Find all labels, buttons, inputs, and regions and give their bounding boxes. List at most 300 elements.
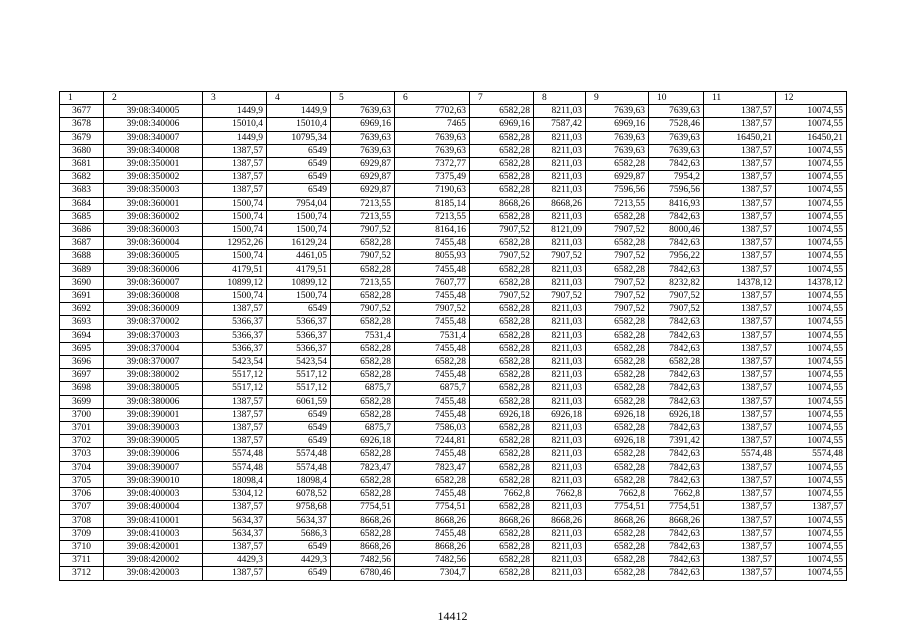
value-cell: 6582,28 — [470, 303, 534, 316]
column-header-5: 5 — [331, 92, 395, 105]
value-cell: 6929,87 — [331, 184, 395, 197]
value-cell: 6582,28 — [470, 316, 534, 329]
value-cell: 6875,7 — [395, 382, 470, 395]
value-cell: 6582,28 — [586, 527, 649, 540]
value-cell: 6929,87 — [586, 171, 649, 184]
value-cell: 10074,55 — [776, 237, 847, 250]
table-row — [60, 276, 847, 289]
table-row — [60, 263, 847, 276]
value-cell: 10074,55 — [776, 210, 847, 223]
column-header-3: 3 — [203, 92, 267, 105]
value-cell: 7907,52 — [331, 303, 395, 316]
value-cell: 7823,47 — [395, 461, 470, 474]
cadastral-code-cell: 39:08:400003 — [104, 488, 203, 501]
table-row — [60, 184, 847, 197]
value-cell: 10074,55 — [776, 144, 847, 157]
row-number-cell: 3697 — [60, 369, 104, 382]
value-cell: 6969,16 — [331, 118, 395, 131]
value-cell: 7842,63 — [649, 422, 704, 435]
value-cell: 1387,57 — [203, 408, 267, 421]
value-cell: 6875,7 — [331, 422, 395, 435]
value-cell: 7391,42 — [649, 435, 704, 448]
value-cell: 8668,26 — [534, 197, 586, 210]
value-cell: 7907,52 — [470, 290, 534, 303]
cadastral-code-cell: 39:08:390003 — [104, 422, 203, 435]
table-row — [60, 448, 847, 461]
value-cell: 10074,55 — [776, 224, 847, 237]
value-cell: 6549 — [267, 567, 331, 580]
value-cell: 7842,63 — [649, 527, 704, 540]
value-cell: 6582,28 — [586, 158, 649, 171]
value-cell: 1387,57 — [203, 171, 267, 184]
value-cell: 7907,52 — [649, 303, 704, 316]
value-cell: 1387,57 — [704, 184, 776, 197]
value-cell: 6929,87 — [331, 171, 395, 184]
value-cell: 8668,26 — [534, 514, 586, 527]
cadastral-code-cell: 39:08:360007 — [104, 276, 203, 289]
value-cell: 1387,57 — [704, 118, 776, 131]
value-cell: 6582,28 — [331, 263, 395, 276]
value-cell: 8211,03 — [534, 237, 586, 250]
value-cell: 7754,51 — [586, 501, 649, 514]
cadastral-code-cell: 39:08:390007 — [104, 461, 203, 474]
value-cell: 1449,9 — [203, 131, 267, 144]
value-cell: 6926,18 — [586, 435, 649, 448]
cadastral-code-cell: 39:08:340006 — [104, 118, 203, 131]
cadastral-code-cell: 39:08:360008 — [104, 290, 203, 303]
value-cell: 5634,37 — [267, 514, 331, 527]
value-cell: 7907,52 — [331, 250, 395, 263]
value-cell: 8211,03 — [534, 171, 586, 184]
value-cell: 10074,55 — [776, 567, 847, 580]
value-cell: 8668,26 — [331, 540, 395, 553]
value-cell: 6929,87 — [331, 158, 395, 171]
column-header-8: 8 — [534, 92, 586, 105]
value-cell: 8668,26 — [470, 197, 534, 210]
value-cell: 10074,55 — [776, 250, 847, 263]
value-cell: 6582,28 — [586, 369, 649, 382]
value-cell: 7842,63 — [649, 540, 704, 553]
table-row — [60, 303, 847, 316]
value-cell: 7662,8 — [534, 488, 586, 501]
value-cell: 7907,52 — [534, 290, 586, 303]
value-cell: 10074,55 — [776, 540, 847, 553]
row-number-cell: 3683 — [60, 184, 104, 197]
value-cell: 6078,52 — [267, 488, 331, 501]
cadastral-code-cell: 39:08:360009 — [104, 303, 203, 316]
value-cell: 8211,03 — [534, 448, 586, 461]
value-cell: 6582,28 — [331, 356, 395, 369]
cadastral-code-cell: 39:08:350001 — [104, 158, 203, 171]
row-number-cell: 3705 — [60, 474, 104, 487]
value-cell: 6582,28 — [470, 540, 534, 553]
cadastral-code-cell: 39:08:380005 — [104, 382, 203, 395]
value-cell: 7842,63 — [649, 316, 704, 329]
value-cell: 1449,9 — [267, 105, 331, 118]
table-row — [60, 461, 847, 474]
value-cell: 6780,46 — [331, 567, 395, 580]
value-cell: 6549 — [267, 435, 331, 448]
value-cell: 7842,63 — [649, 237, 704, 250]
value-cell: 8211,03 — [534, 276, 586, 289]
value-cell: 8185,14 — [395, 197, 470, 210]
value-cell: 16129,24 — [267, 237, 331, 250]
row-number-cell: 3679 — [60, 131, 104, 144]
value-cell: 6582,28 — [331, 342, 395, 355]
value-cell: 10074,55 — [776, 369, 847, 382]
value-cell: 6582,28 — [470, 276, 534, 289]
table-row — [60, 554, 847, 567]
value-cell: 15010,4 — [203, 118, 267, 131]
value-cell: 6582,28 — [470, 461, 534, 474]
value-cell: 7639,63 — [395, 131, 470, 144]
table-row — [60, 329, 847, 342]
value-cell: 6549 — [267, 144, 331, 157]
cadastral-code-cell: 39:08:370003 — [104, 329, 203, 342]
value-cell: 6582,28 — [649, 356, 704, 369]
value-cell: 14378,12 — [704, 276, 776, 289]
value-cell: 7842,63 — [649, 448, 704, 461]
value-cell: 10074,55 — [776, 290, 847, 303]
table-row — [60, 197, 847, 210]
table-row — [60, 435, 847, 448]
row-number-cell: 3688 — [60, 250, 104, 263]
value-cell: 5574,48 — [203, 461, 267, 474]
table-row — [60, 158, 847, 171]
value-cell: 6582,28 — [395, 474, 470, 487]
value-cell: 6582,28 — [470, 435, 534, 448]
cadastral-code-cell: 39:08:370002 — [104, 316, 203, 329]
row-number-cell: 3690 — [60, 276, 104, 289]
value-cell: 7842,63 — [649, 158, 704, 171]
value-cell: 8668,26 — [586, 514, 649, 527]
value-cell: 6582,28 — [331, 316, 395, 329]
value-cell: 7662,8 — [470, 488, 534, 501]
cadastral-code-cell: 39:08:390001 — [104, 408, 203, 421]
value-cell: 1387,57 — [704, 356, 776, 369]
value-cell: 6582,28 — [470, 210, 534, 223]
value-cell: 6549 — [267, 540, 331, 553]
table-row — [60, 131, 847, 144]
value-cell: 10074,55 — [776, 382, 847, 395]
value-cell: 7213,55 — [395, 210, 470, 223]
cadastral-code-cell: 39:08:370007 — [104, 356, 203, 369]
value-cell: 7842,63 — [649, 329, 704, 342]
value-cell: 7842,63 — [649, 554, 704, 567]
value-cell: 5366,37 — [203, 316, 267, 329]
value-cell: 6582,28 — [470, 184, 534, 197]
value-cell: 7639,63 — [395, 144, 470, 157]
table-row — [60, 356, 847, 369]
value-cell: 1500,74 — [203, 210, 267, 223]
column-header-1: 1 — [60, 92, 104, 105]
value-cell: 6582,28 — [586, 237, 649, 250]
value-cell: 18098,4 — [267, 474, 331, 487]
value-cell: 7213,55 — [331, 197, 395, 210]
value-cell: 10074,55 — [776, 171, 847, 184]
value-cell: 7907,52 — [534, 250, 586, 263]
value-cell: 8211,03 — [534, 474, 586, 487]
value-cell: 1387,57 — [704, 237, 776, 250]
value-cell: 16450,21 — [704, 131, 776, 144]
value-cell: 6582,28 — [470, 554, 534, 567]
value-cell: 7907,52 — [470, 250, 534, 263]
value-cell: 10899,12 — [203, 276, 267, 289]
value-cell: 6582,28 — [470, 422, 534, 435]
table-row — [60, 369, 847, 382]
cadastral-code-cell: 39:08:410001 — [104, 514, 203, 527]
value-cell: 7639,63 — [331, 131, 395, 144]
value-cell: 8668,26 — [395, 540, 470, 553]
cadastral-code-cell: 39:08:420003 — [104, 567, 203, 580]
row-number-cell: 3678 — [60, 118, 104, 131]
value-cell: 1387,57 — [704, 224, 776, 237]
value-cell: 6549 — [267, 422, 331, 435]
value-cell: 6582,28 — [586, 540, 649, 553]
value-cell: 8211,03 — [534, 567, 586, 580]
table-row — [60, 171, 847, 184]
value-cell: 6582,28 — [331, 408, 395, 421]
value-cell: 7607,77 — [395, 276, 470, 289]
value-cell: 6582,28 — [470, 395, 534, 408]
value-cell: 1387,57 — [203, 435, 267, 448]
cadastral-code-cell: 39:08:360003 — [104, 224, 203, 237]
value-cell: 1500,74 — [203, 290, 267, 303]
value-cell: 4429,3 — [267, 554, 331, 567]
value-cell: 10074,55 — [776, 527, 847, 540]
value-cell: 8211,03 — [534, 356, 586, 369]
row-number-cell: 3684 — [60, 197, 104, 210]
value-cell: 1500,74 — [267, 290, 331, 303]
value-cell: 5366,37 — [203, 329, 267, 342]
value-cell: 1387,57 — [704, 488, 776, 501]
page-number: 14412 — [437, 609, 468, 623]
value-cell: 1387,57 — [704, 329, 776, 342]
value-cell: 7531,4 — [395, 329, 470, 342]
row-number-cell: 3699 — [60, 395, 104, 408]
value-cell: 7842,63 — [649, 461, 704, 474]
value-cell: 8232,82 — [649, 276, 704, 289]
value-cell: 6582,28 — [331, 448, 395, 461]
value-cell: 7455,48 — [395, 316, 470, 329]
value-cell: 8668,26 — [470, 514, 534, 527]
value-cell: 1500,74 — [203, 250, 267, 263]
value-cell: 7842,63 — [649, 263, 704, 276]
value-cell: 7375,49 — [395, 171, 470, 184]
value-cell: 6582,28 — [470, 131, 534, 144]
column-header-9: 9 — [586, 92, 649, 105]
value-cell: 4461,05 — [267, 250, 331, 263]
table-body — [60, 92, 847, 581]
value-cell: 6582,28 — [586, 395, 649, 408]
row-number-cell: 3708 — [60, 514, 104, 527]
row-number-cell: 3702 — [60, 435, 104, 448]
value-cell: 7213,55 — [331, 276, 395, 289]
value-cell: 6582,28 — [586, 210, 649, 223]
value-cell: 6582,28 — [586, 448, 649, 461]
value-cell: 6582,28 — [586, 316, 649, 329]
value-cell: 7662,8 — [649, 488, 704, 501]
data-table-container — [59, 91, 846, 581]
value-cell: 7662,8 — [586, 488, 649, 501]
value-cell: 5366,37 — [267, 329, 331, 342]
table-row — [60, 395, 847, 408]
value-cell: 7244,81 — [395, 435, 470, 448]
value-cell: 6582,28 — [586, 382, 649, 395]
value-cell: 15010,4 — [267, 118, 331, 131]
value-cell: 7639,63 — [649, 131, 704, 144]
cadastral-code-cell: 39:08:360006 — [104, 263, 203, 276]
value-cell: 6582,28 — [470, 158, 534, 171]
value-cell: 6582,28 — [586, 422, 649, 435]
value-cell: 7482,56 — [395, 554, 470, 567]
table-row — [60, 514, 847, 527]
value-cell: 6582,28 — [470, 329, 534, 342]
row-number-cell: 3696 — [60, 356, 104, 369]
cadastral-code-cell: 39:08:390005 — [104, 435, 203, 448]
value-cell: 5366,37 — [203, 342, 267, 355]
table-row — [60, 488, 847, 501]
row-number-cell: 3709 — [60, 527, 104, 540]
row-number-cell: 3711 — [60, 554, 104, 567]
table-row — [60, 250, 847, 263]
value-cell: 1387,57 — [203, 303, 267, 316]
value-cell: 10074,55 — [776, 263, 847, 276]
value-cell: 6582,28 — [470, 448, 534, 461]
value-cell: 6549 — [267, 184, 331, 197]
value-cell: 4179,51 — [203, 263, 267, 276]
table-row — [60, 422, 847, 435]
value-cell: 7907,52 — [586, 276, 649, 289]
value-cell: 6582,28 — [331, 237, 395, 250]
value-cell: 7596,56 — [586, 184, 649, 197]
value-cell: 6582,28 — [586, 356, 649, 369]
value-cell: 8668,26 — [649, 514, 704, 527]
table-row — [60, 224, 847, 237]
value-cell: 8211,03 — [534, 527, 586, 540]
value-cell: 7639,63 — [586, 144, 649, 157]
value-cell: 6582,28 — [470, 501, 534, 514]
value-cell: 10074,55 — [776, 395, 847, 408]
value-cell: 8211,03 — [534, 554, 586, 567]
value-cell: 1387,57 — [776, 501, 847, 514]
value-cell: 6875,7 — [331, 382, 395, 395]
value-cell: 1387,57 — [704, 567, 776, 580]
value-cell: 8211,03 — [534, 395, 586, 408]
value-cell: 7842,63 — [649, 342, 704, 355]
value-cell: 8211,03 — [534, 540, 586, 553]
value-cell: 1387,57 — [203, 540, 267, 553]
value-cell: 1387,57 — [704, 382, 776, 395]
value-cell: 6582,28 — [470, 144, 534, 157]
value-cell: 8211,03 — [534, 316, 586, 329]
value-cell: 1500,74 — [203, 197, 267, 210]
value-cell: 8211,03 — [534, 342, 586, 355]
value-cell: 6582,28 — [470, 105, 534, 118]
value-cell: 7586,03 — [395, 422, 470, 435]
value-cell: 6582,28 — [331, 527, 395, 540]
value-cell: 9758,68 — [267, 501, 331, 514]
cadastral-code-cell: 39:08:340008 — [104, 144, 203, 157]
value-cell: 7842,63 — [649, 210, 704, 223]
value-cell: 1387,57 — [704, 197, 776, 210]
value-cell: 10074,55 — [776, 118, 847, 131]
value-cell: 7956,22 — [649, 250, 704, 263]
row-number-cell: 3704 — [60, 461, 104, 474]
table-row — [60, 118, 847, 131]
cadastral-code-cell: 39:08:350002 — [104, 171, 203, 184]
value-cell: 7842,63 — [649, 567, 704, 580]
value-cell: 1387,57 — [704, 303, 776, 316]
row-number-cell: 3689 — [60, 263, 104, 276]
value-cell: 5574,48 — [267, 461, 331, 474]
value-cell: 1500,74 — [203, 224, 267, 237]
value-cell: 10074,55 — [776, 303, 847, 316]
value-cell: 8211,03 — [534, 435, 586, 448]
value-cell: 6582,28 — [331, 395, 395, 408]
row-number-cell: 3681 — [60, 158, 104, 171]
value-cell: 8416,93 — [649, 197, 704, 210]
value-cell: 6582,28 — [470, 474, 534, 487]
cadastral-code-cell: 39:08:370004 — [104, 342, 203, 355]
column-header-11: 11 — [704, 92, 776, 105]
value-cell: 10074,55 — [776, 158, 847, 171]
value-cell: 7213,55 — [586, 197, 649, 210]
value-cell: 8211,03 — [534, 303, 586, 316]
value-cell: 7455,48 — [395, 290, 470, 303]
value-cell: 6549 — [267, 408, 331, 421]
value-cell: 6582,28 — [470, 356, 534, 369]
value-cell: 6582,28 — [586, 474, 649, 487]
row-number-cell: 3701 — [60, 422, 104, 435]
value-cell: 8211,03 — [534, 461, 586, 474]
cadastral-code-cell: 39:08:390010 — [104, 474, 203, 487]
value-cell: 1387,57 — [704, 395, 776, 408]
value-cell: 8211,03 — [534, 210, 586, 223]
value-cell: 7372,77 — [395, 158, 470, 171]
value-cell: 10899,12 — [267, 276, 331, 289]
value-cell: 5517,12 — [267, 382, 331, 395]
value-cell: 5686,3 — [267, 527, 331, 540]
value-cell: 10074,55 — [776, 435, 847, 448]
row-number-cell: 3677 — [60, 105, 104, 118]
value-cell: 7907,52 — [586, 303, 649, 316]
value-cell: 1387,57 — [704, 501, 776, 514]
value-cell: 6582,28 — [331, 290, 395, 303]
value-cell: 7702,63 — [395, 105, 470, 118]
cadastral-code-cell: 39:08:360002 — [104, 210, 203, 223]
value-cell: 6582,28 — [470, 382, 534, 395]
value-cell: 5366,37 — [267, 316, 331, 329]
row-number-cell: 3694 — [60, 329, 104, 342]
value-cell: 7213,55 — [331, 210, 395, 223]
value-cell: 7842,63 — [649, 369, 704, 382]
row-number-cell: 3685 — [60, 210, 104, 223]
value-cell: 5366,37 — [267, 342, 331, 355]
value-cell: 6582,28 — [331, 369, 395, 382]
value-cell: 7754,51 — [649, 501, 704, 514]
column-header-2: 2 — [104, 92, 203, 105]
table-row — [60, 237, 847, 250]
value-cell: 6582,28 — [470, 237, 534, 250]
value-cell: 5423,54 — [267, 356, 331, 369]
table-header-row — [60, 92, 847, 105]
cadastral-code-cell: 39:08:360004 — [104, 237, 203, 250]
value-cell: 7455,48 — [395, 408, 470, 421]
row-number-cell: 3706 — [60, 488, 104, 501]
value-cell: 12952,26 — [203, 237, 267, 250]
table-row — [60, 408, 847, 421]
